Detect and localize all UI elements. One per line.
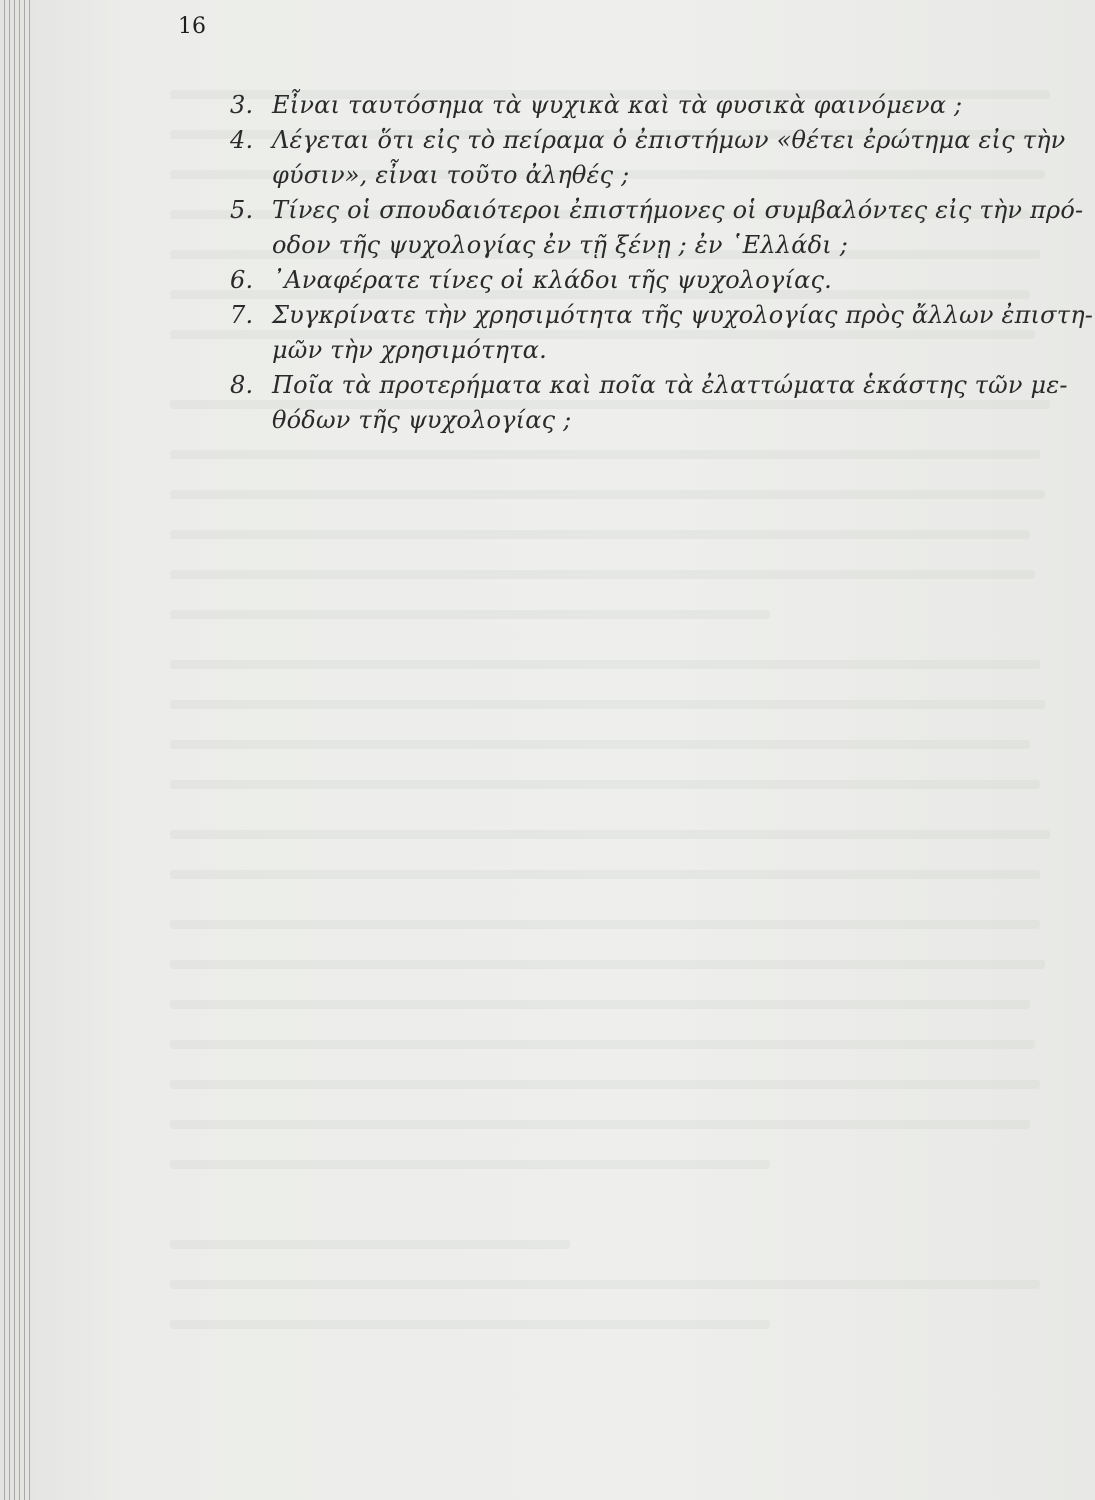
question-text-line: θόδων τῆς ψυχολογίας ; [272, 406, 572, 434]
page-number: 16 [178, 14, 206, 39]
page-edge-stack [0, 0, 40, 1500]
question-number: 8. [230, 371, 254, 399]
question-text-line: Λέγεται ὅτι εἰς τὸ πείραμα ὁ ἐπιστήμων «θέτει ἐρώτημα εἰς τὴν [272, 126, 1066, 154]
question-text-line: οδον τῆς ψυχολογίας ἐν τῇ ξένῃ ; ἐν ῾Ελλάδι ; [272, 231, 848, 259]
question-item [230, 123, 1066, 193]
question-number: 5. [230, 196, 254, 224]
question-text-line: ᾿Αναφέρατε τίνες οἱ κλάδοι τῆς ψυχολογίας. [272, 266, 832, 294]
questions-list [230, 88, 1094, 438]
question-number: 6. [230, 266, 254, 294]
question-number: 7. [230, 301, 254, 329]
question-number: 3. [230, 91, 254, 119]
question-text-line: Ποῖα τὰ προτερήματα καὶ ποῖα τὰ ἐλαττώματα ἑκάστης τῶν με- [272, 371, 1068, 399]
question-text-line: Συγκρίνατε τὴν χρησιμότητα τῆς ψυχολογίας πρὸς ἄλλων ἐπιστη- [272, 301, 1094, 329]
question-item [230, 368, 1068, 438]
question-number: 4. [230, 126, 254, 154]
question-item [230, 193, 1084, 263]
question-text-line: Τίνες οἱ σπουδαιότεροι ἐπιστήμονες οἱ συμβαλόντες εἰς τὴν πρό- [272, 196, 1084, 224]
question-text-line: φύσιν», εἶναι τοῦτο ἀληθές ; [272, 161, 630, 189]
question-text-line: μῶν τὴν χρησιμότητα. [272, 336, 547, 364]
question-item [230, 88, 1050, 123]
question-text-line: Εἶναι ταυτόσημα τὰ ψυχικὰ καὶ τὰ φυσικὰ φαινόμενα ; [272, 91, 963, 119]
question-item [230, 298, 1094, 368]
question-item [230, 263, 1050, 298]
